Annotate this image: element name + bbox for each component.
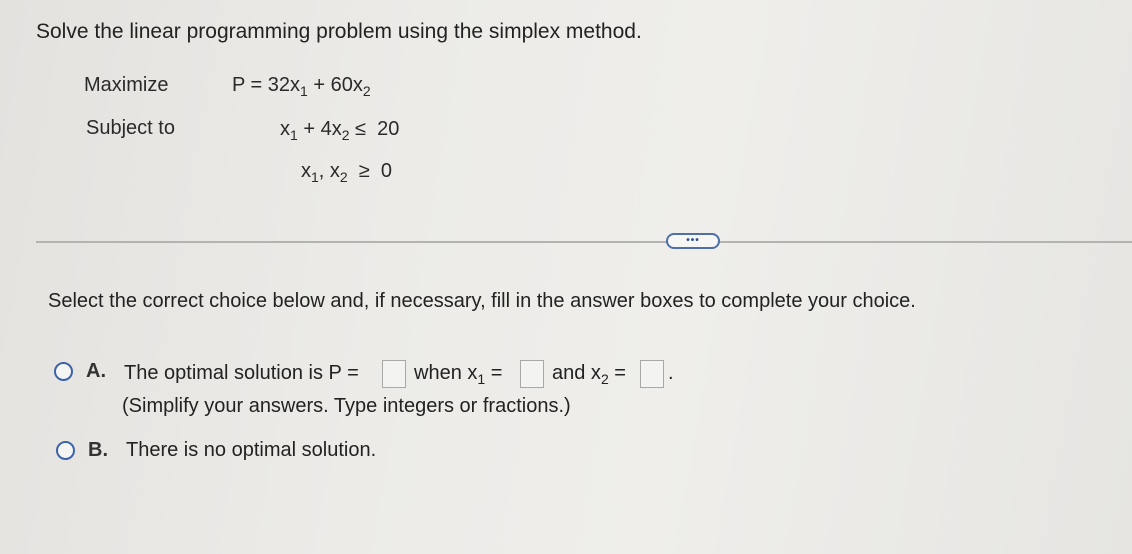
choice-a-hint: (Simplify your answers. Type integers or fractions.) bbox=[122, 395, 571, 417]
choice-a-text-start: The optimal solution is P = bbox=[124, 362, 359, 384]
more-options-button[interactable]: ••• bbox=[666, 233, 720, 249]
maximize-label: Maximize bbox=[84, 74, 169, 96]
choice-b-letter: B. bbox=[88, 439, 108, 461]
choice-a-and-x2: and $x_2$ = bbox=[552, 362, 626, 387]
p-answer-box[interactable] bbox=[382, 360, 406, 388]
subject-to-label: Subject to bbox=[86, 117, 175, 139]
constraint-1: $x_1 + 4x_2 \le 20$ bbox=[280, 118, 400, 143]
choice-a-period: . bbox=[668, 362, 674, 384]
objective-function: $P = 32x_1 + 60x_2$ bbox=[232, 74, 371, 99]
x1-answer-box[interactable] bbox=[520, 360, 544, 388]
section-divider bbox=[36, 241, 1132, 243]
instruction-text: Select the correct choice below and, if necessary, fill in the answer boxes to complete your choice. bbox=[48, 290, 916, 312]
constraint-nonnegativity: $x_1$, $x_2 \ge 0$ bbox=[301, 160, 393, 185]
choice-b-radio[interactable] bbox=[56, 441, 75, 460]
x2-answer-box[interactable] bbox=[640, 360, 664, 388]
choice-a-radio[interactable] bbox=[54, 362, 73, 381]
question-title: Solve the linear programming problem using the simplex method. bbox=[36, 20, 642, 43]
choice-b-text: There is no optimal solution. bbox=[126, 439, 377, 461]
choice-a-letter: A. bbox=[86, 360, 106, 382]
choice-a-when-x1: when $x_1$ = bbox=[414, 362, 503, 387]
